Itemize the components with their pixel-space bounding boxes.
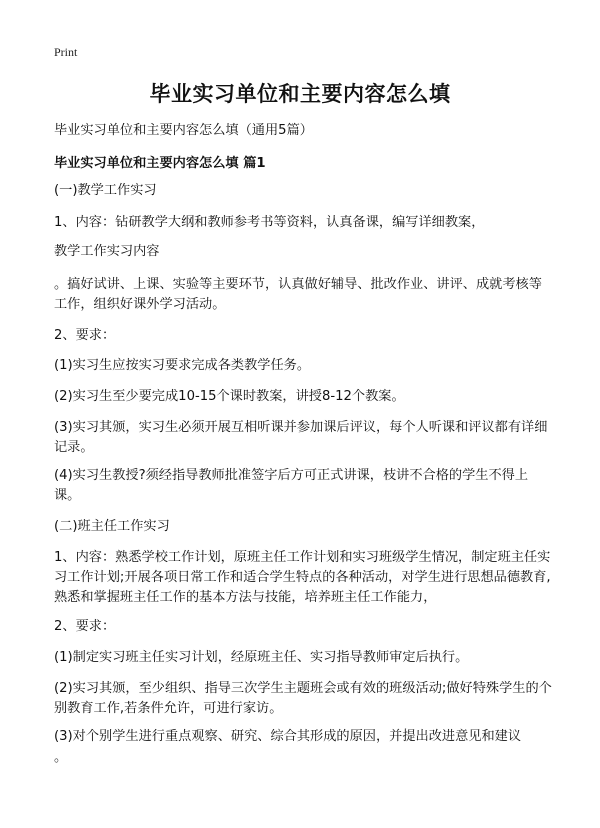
paragraph: (2)实习生至少要完成10-15个课时教案，讲授8-12个教案。 (54, 389, 405, 404)
paragraph: (一)教学工作实习 (54, 183, 157, 198)
paragraph: (3)对个别学生进行重点观察、研究、综合其形成的原因，并提出改进意见和建议 (54, 729, 522, 744)
document-subtitle: 毕业实习单位和主要内容怎么填（通用5篇） (54, 123, 313, 138)
paragraph: 。搞好试讲、上课、实验等主要环节，认真做好辅导、批改作业、讲评、成就考核等工作，组织好课外学习活动。 (54, 277, 542, 312)
paragraph: (1)制定实习班主任实习计划，经原班主任、实习指导教师审定后执行。 (54, 650, 469, 665)
paragraph: (4)实习生教授?须经指导教师批准签字后方可正式讲课，枝讲不合格的学生不得上课。 (54, 468, 529, 503)
paragraph: 1、内容：熟悉学校工作计划，原班主任工作计划和实习班级学生情况，制定班主任实习工作计划;开展各项日常工作和适合学生特点的各种活动，对学生进行思想品德教育,熟悉和掌握班主任工作的基本方法与技能，培养班主任工作能力， (54, 550, 551, 605)
paragraph: 。 (54, 750, 68, 765)
paragraph: 2、要求： (54, 328, 116, 343)
paragraph: 2、要求： (54, 619, 116, 634)
paragraph: (二)班主任工作实习 (54, 519, 170, 534)
document-title: 毕业实习单位和主要内容怎么填 (149, 82, 451, 106)
paragraph: (1)实习生应按实习要求完成各类教学任务。 (54, 358, 311, 373)
paragraph: 教学工作实习内容 (54, 244, 160, 259)
paragraph: 1、内容：钻研教学大纲和教师参考书等资料，认真备课，编写详细教案， (54, 215, 485, 230)
section-heading: 毕业实习单位和主要内容怎么填 篇1 (54, 156, 266, 171)
print-label: Print (54, 45, 78, 59)
paragraph: (3)实习其颁，实习生必须开展互相听课并参加课后评议，每个人听课和评议都有详细记录。 (54, 420, 548, 455)
paragraph: (2)实习其颁，至少组织、指导三次学生主题班会或有效的班级活动;做好特殊学生的个别教育工作,若条件允许，可进行家访。 (54, 681, 552, 716)
